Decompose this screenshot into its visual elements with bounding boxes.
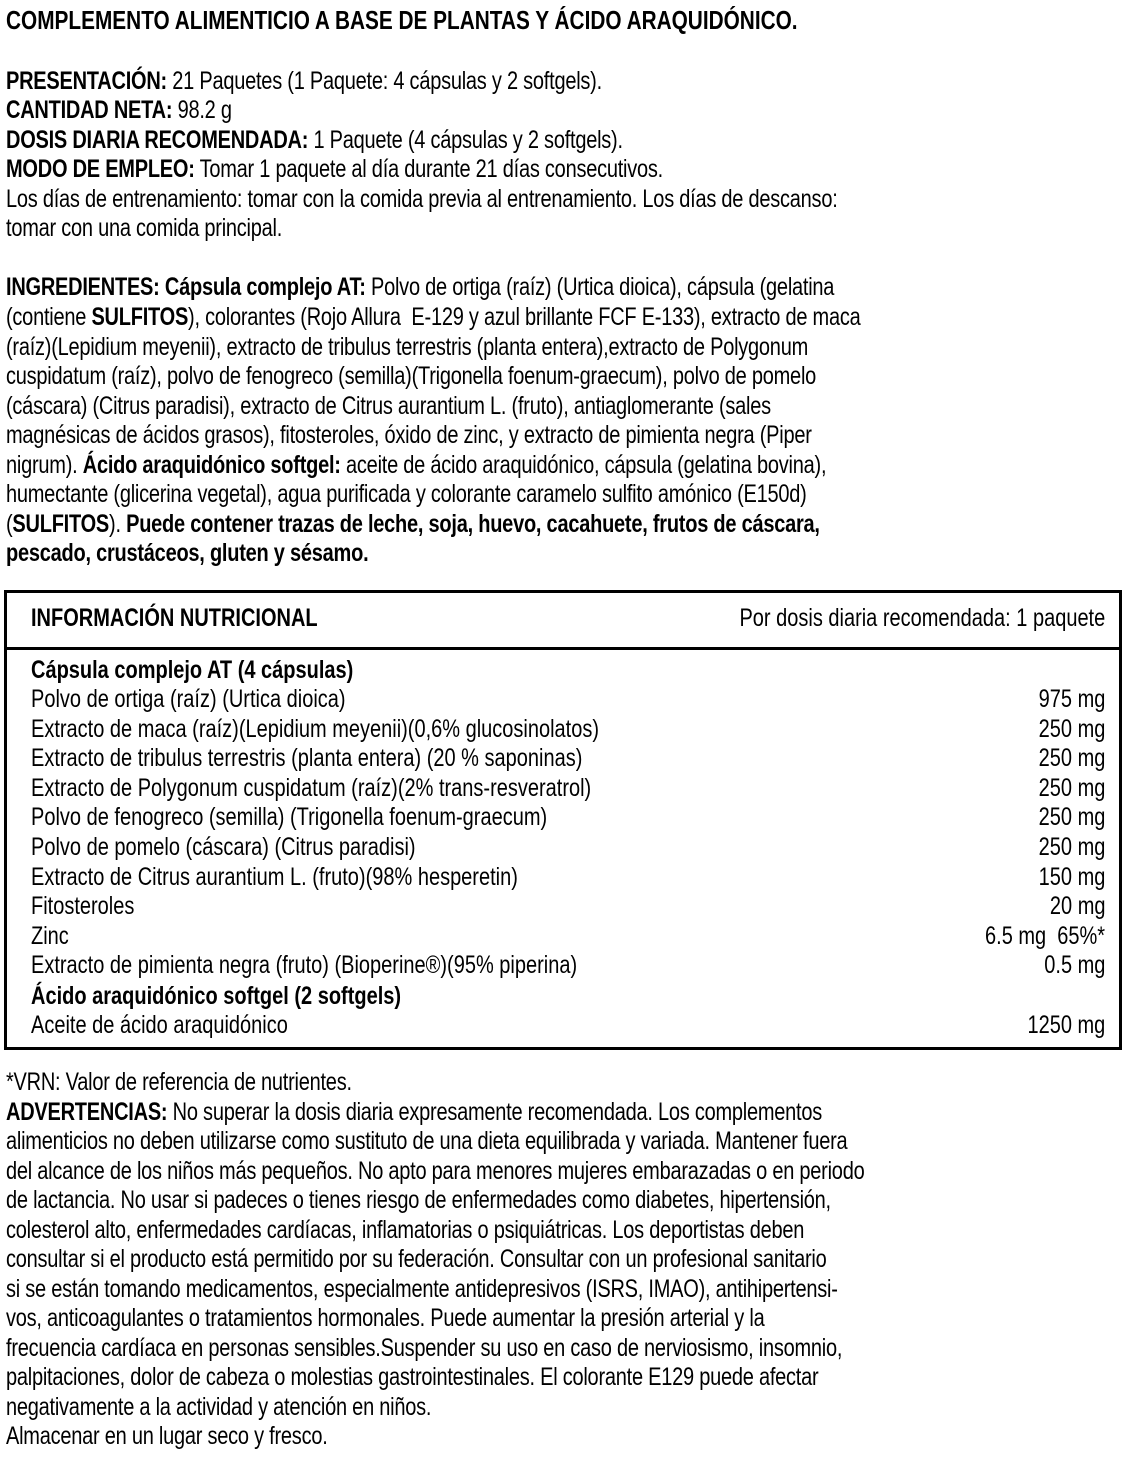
net-quantity-value: 98.2 g — [172, 96, 232, 124]
nutrient-name: Aceite de ácido araquidónico — [31, 1011, 288, 1039]
warnings-line-8: vos, anticoagulantes o tratamientos hormonales. Puede aumentar la presión arterial y la — [6, 1304, 765, 1332]
presentation-label: PRESENTACIÓN: — [6, 67, 167, 95]
presentation-line — [6, 66, 1122, 96]
ingredients-line-6: magnésicas de ácidos grasos), fitosteroles, óxido de zinc, y extracto de pimienta negra (Piper — [6, 421, 812, 449]
nutrient-row — [31, 862, 1105, 892]
nutrient-row — [31, 1010, 1105, 1040]
nutrient-row — [31, 802, 1105, 832]
storage-note: Almacenar en un lugar seco y fresco. — [6, 1422, 328, 1450]
warnings-line-11: negativamente a la actividad y atención en niños. — [6, 1393, 432, 1421]
nutrient-row — [31, 891, 1105, 921]
net-quantity-label: CANTIDAD NETA: — [6, 96, 173, 124]
warnings-line-4: de lactancia. No usar si padeces o tienes riesgo de enfermedades como diabetes, hipertensión, — [6, 1186, 831, 1214]
warnings-line-10: palpitaciones, dolor de cabeza o molestias gastrointestinales. El colorante E129 puede afectar — [6, 1363, 819, 1391]
warnings-line-3: del alcance de los niños más pequeños. No apto para menores mujeres embarazadas o en periodo — [6, 1157, 865, 1185]
presentation-value: 21 Paquetes (1 Paquete: 4 cápsulas y 2 softgels). — [166, 67, 602, 95]
ingredients-line-10: pescado, crustáceos, gluten y sésamo. — [6, 539, 369, 567]
nutrient-row — [31, 921, 1105, 951]
nutrition-title: INFORMACIÓN NUTRICIONAL — [31, 604, 318, 632]
nutrient-row — [31, 743, 1105, 773]
ingredients-line-4: cuspidatum (raíz), polvo de fenogreco (semilla)(Trigonella foenum-graecum), polvo de pomelo — [6, 362, 817, 390]
product-title: COMPLEMENTO ALIMENTICIO A BASE DE PLANTAS Y ÁCIDO ARAQUIDÓNICO. — [6, 5, 798, 35]
warnings-line-6: consultar si el producto está permitido por su federación. Consultar con un profesional sanitario — [6, 1245, 827, 1273]
allergen-traces: Puede contener trazas de leche, soja, huevo, cacahuete, frutos de cáscara, — [126, 510, 820, 538]
usage-value: Tomar 1 paquete al día durante 21 días consecutivos. — [194, 155, 663, 183]
nutrient-name: Zinc — [31, 921, 69, 950]
nutrient-amount: 0.5 mg — [1043, 951, 1105, 980]
nutrient-name: Polvo de pomelo (cáscara) (Citrus paradisi) — [31, 833, 416, 861]
nutrient-amount: 250 mg — [1038, 803, 1105, 832]
ingredients-label: INGREDIENTES: Cápsula complejo AT: — [6, 273, 366, 301]
daily-dose-line — [6, 125, 1122, 155]
usage-line-2: Los días de entrenamiento: tomar con la comida previa al entrenamiento. Los días de descanso: — [6, 185, 838, 213]
nutrient-name: Extracto de Polygonum cuspidatum (raíz)(2% trans-resveratrol) — [31, 773, 592, 802]
nutrient-row — [31, 950, 1105, 980]
nutrition-table-header — [7, 593, 1119, 650]
ingredients-line-2: (contiene SULFITOS), colorantes (Rojo Allura E-129 y azul brillante FCF E-133), extracto de maca — [6, 303, 861, 331]
nutrient-amount: 250 mg — [1038, 773, 1105, 802]
nutrient-row — [31, 773, 1105, 803]
daily-dose-label: DOSIS DIARIA RECOMENDADA: — [6, 126, 309, 154]
nutrient-amount: 250 mg — [1038, 744, 1105, 773]
warnings-label: ADVERTENCIAS: — [6, 1098, 168, 1126]
ingredients-line-5: (cáscara) (Citrus paradisi), extracto de Citrus aurantium L. (fruto), antiaglomerante (sales — [6, 392, 771, 420]
nutrient-name: Polvo de fenogreco (semilla) (Trigonella foenum-graecum) — [31, 803, 548, 832]
softgel-label: Ácido araquidónico softgel: — [82, 451, 341, 479]
warnings-line-9: frecuencia cardíaca en personas sensibles.Suspender su uso en caso de nerviosismo, insomnio, — [6, 1334, 843, 1362]
nutrient-name: Extracto de tribulus terrestris (planta entera) (20 % saponinas) — [31, 744, 583, 773]
warnings-line-2: alimenticios no deben utilizarse como sustituto de una dieta equilibrada y variada. Mantener fuera — [6, 1127, 848, 1155]
vrn-note: *VRN: Valor de referencia de nutrientes. — [6, 1068, 352, 1096]
nutrition-table — [4, 590, 1122, 1050]
nutrient-row — [31, 714, 1105, 744]
nutrient-amount: 6.5 mg 65%* — [984, 921, 1105, 950]
usage-line-3: tomar con una comida principal. — [6, 214, 283, 242]
nutrient-row — [31, 832, 1105, 862]
nutrient-amount: 250 mg — [1038, 833, 1105, 861]
section-capsule-complex: Cápsula complejo AT (4 cápsulas) — [31, 656, 354, 684]
nutrient-amount: 20 mg — [1049, 892, 1105, 921]
nutrient-name: Polvo de ortiga (raíz) (Urtica dioica) — [31, 685, 346, 713]
nutrient-amount: 250 mg — [1038, 714, 1105, 743]
nutrient-amount: 1250 mg — [1027, 1011, 1105, 1039]
allergen-sulfitos-2: SULFITOS — [12, 510, 110, 538]
section-softgel: Ácido araquidónico softgel (2 softgels) — [31, 982, 402, 1010]
ingredients-line-1: INGREDIENTES: Cápsula complejo AT: Polvo de ortiga (raíz) (Urtica dioica), cápsula (gelatina — [6, 273, 835, 301]
warnings-line-7: si se están tomando medicamentos, especialmente antidepresivos (ISRS, IMAO), antihipertensi- — [6, 1275, 838, 1303]
nutrient-name: Extracto de maca (raíz)(Lepidium meyenii)(0,6% glucosinolatos) — [31, 714, 600, 743]
usage-label: MODO DE EMPLEO: — [6, 155, 195, 183]
usage-line — [6, 154, 1122, 184]
nutrient-amount: 975 mg — [1038, 685, 1105, 713]
daily-dose-value: 1 Paquete (4 cápsulas y 2 softgels). — [308, 126, 623, 154]
ingredients-line-8: humectante (glicerina vegetal), agua purificada y colorante caramelo sulfito amónico (E150d) — [6, 480, 807, 508]
ingredients-line-7: nigrum). Ácido araquidónico softgel: aceite de ácido araquidónico, cápsula (gelatina bovina), — [6, 451, 827, 479]
nutrition-per-dose: Por dosis diaria recomendada: 1 paquete — [739, 604, 1105, 632]
nutrient-name: Extracto de Citrus aurantium L. (fruto)(98% hesperetin) — [31, 862, 518, 891]
ingredients-line-3: (raíz)(Lepidium meyenii), extracto de tribulus terrestris (planta entera),extracto de Polygonum — [6, 333, 808, 361]
warnings-line-1: ADVERTENCIAS: No superar la dosis diaria expresamente recomendada. Los complementos — [6, 1098, 823, 1126]
nutrient-row — [31, 684, 1105, 714]
ingredients-line-9: (SULFITOS). Puede contener trazas de leche, soja, huevo, cacahuete, frutos de cáscara, — [6, 510, 820, 538]
warnings-line-5: colesterol alto, enfermedades cardíacas, inflamatorias o psiquiátricas. Los deportistas deben — [6, 1216, 805, 1244]
net-quantity-line — [6, 95, 1122, 125]
nutrient-name: Extracto de pimienta negra (fruto) (Bioperine®)(95% piperina) — [31, 951, 578, 980]
nutrient-amount: 150 mg — [1038, 862, 1105, 891]
allergen-sulfitos: SULFITOS — [91, 303, 189, 331]
nutrient-name: Fitosteroles — [31, 892, 135, 921]
